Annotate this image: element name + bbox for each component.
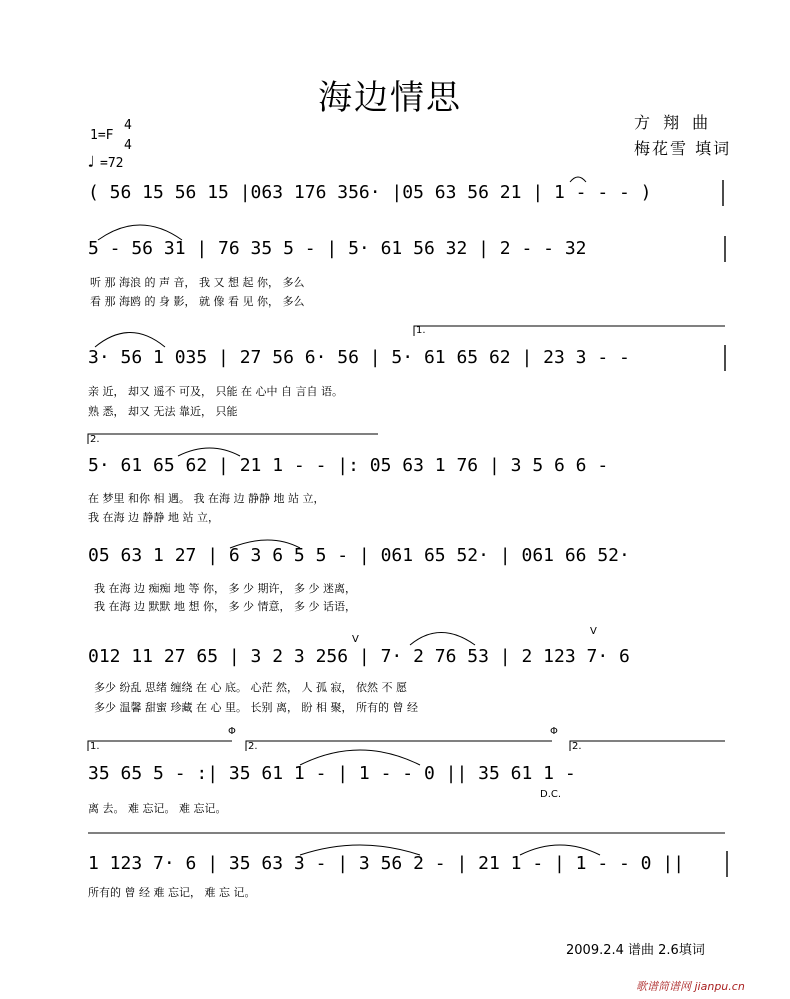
da-capo-mark: D.C.	[540, 789, 562, 800]
score-line-2-lyrics-2: 看 那 海鸥 的 身 影， 就 像 看 见 你， 多么	[90, 295, 305, 308]
coda-sign-icon: Φ	[228, 726, 236, 737]
volta-bracket-1	[414, 326, 725, 336]
tempo-marking: =72	[100, 156, 124, 171]
volta-1-label: 1.	[416, 325, 426, 336]
time-sig-bottom: 4	[124, 138, 132, 153]
slur-line5	[230, 540, 300, 548]
time-sig-top: 4	[124, 118, 132, 133]
score-line-7-notes: 35 65 5 - :| 35 61 1 - | 1 - - 0 || 35 61 1 -	[88, 763, 576, 784]
volta-bracket-4	[246, 741, 552, 751]
slur-line4	[178, 448, 240, 456]
breath-mark-icon: V	[352, 634, 359, 645]
slur-line7	[300, 750, 420, 765]
score-line-2-lyrics-1: 听 那 海浪 的 声 音， 我 又 想 起 你， 多么	[90, 276, 305, 289]
score-line-6-lyrics-2: 多少 温馨 甜蜜 珍藏 在 心 里。 长别 离， 盼 相 聚， 所有的 曾 经	[94, 701, 418, 714]
composer-credit: 方 翔 曲	[634, 113, 713, 132]
score-line-3-notes: 3· 56 1 035 | 27 56 6· 56 | 5· 61 65 62 | 23 3 - -	[88, 347, 630, 368]
date-footer: 2009.2.4 谱曲 2.6填词	[566, 943, 705, 958]
song-title: 海边情思	[318, 78, 462, 118]
slur-line1	[570, 177, 586, 182]
volta-2-label-b: 2.	[248, 741, 258, 752]
score-line-5-notes: 05 63 1 27 | 6 3 6 5 5 - | 061 65 52· | 061 66 52·	[88, 545, 630, 566]
score-line-8-notes: 1 123 7· 6 | 35 63 3 - | 3 56 2 - | 21 1 - | 1 - - 0 ||	[88, 853, 685, 874]
score-line-4-notes: 5· 61 65 62 | 21 1 - - |: 05 63 1 76 | 3 5 6 6 -	[88, 455, 609, 476]
score-line-4-lyrics-1: 在 梦里 和你 相 遇。 我 在海 边 静静 地 站 立，	[88, 492, 325, 505]
volta-bracket-5	[570, 741, 725, 751]
slur-line6	[410, 633, 475, 646]
quarter-note-icon: ♩	[86, 152, 96, 171]
volta-1-label-b: 1.	[90, 741, 100, 752]
slur-line8b	[520, 845, 600, 855]
score-line-5-lyrics-1: 我 在海 边 痴痴 地 等 你， 多 少 期许， 多 少 迷离，	[94, 582, 356, 595]
score-line-2-notes: 5 - 56 31 | 76 35 5 - | 5· 61 56 32 | 2 - - 32	[88, 238, 587, 259]
score-line-4-lyrics-2: 我 在海 边 静静 地 站 立，	[88, 511, 219, 524]
slur-line2	[98, 225, 182, 240]
score-line-5-lyrics-2: 我 在海 边 默默 地 想 你， 多 少 情意， 多 少 话语，	[94, 600, 356, 613]
slur-line3	[95, 333, 165, 348]
key-signature: 1=F	[90, 128, 114, 143]
breath-mark-icon-b: V	[590, 626, 597, 637]
watermark: 歌谱简谱网 jianpu.cn	[636, 980, 745, 993]
slur-line8	[300, 845, 420, 855]
coda-sign-icon-b: Φ	[550, 726, 558, 737]
score-line-6-lyrics-1: 多少 纷乱 思绪 缠绕 在 心 底。 心茫 然， 人 孤 寂， 依然 不 愿	[94, 681, 407, 694]
volta-bracket-3	[88, 741, 232, 751]
score-line-3-lyrics-1: 亲 近， 却又 遥不 可及， 只能 在 心中 自 言自 语。	[88, 385, 343, 398]
score-line-1-notes: ( 56 15 56 15 |063 176 356· |05 63 56 21 | 1 - - - )	[88, 182, 652, 203]
score-line-7-lyrics-1: 离 去。 难 忘记。 难 忘记。	[88, 802, 227, 815]
volta-2-label-c: 2.	[572, 741, 582, 752]
score-line-8-lyrics-1: 所有的 曾 经 难 忘记， 难 忘 记。	[88, 886, 256, 899]
score-line-3-lyrics-2: 熟 悉， 却又 无法 靠近， 只能	[88, 405, 238, 418]
score-line-6-notes: 012 11 27 65 | 3 2 3 256 | 7· 2 76 53 | 2 123 7· 6	[88, 646, 630, 667]
volta-bracket-2	[88, 434, 378, 444]
lyricist-credit: 梅花雪 填词	[634, 139, 732, 158]
volta-2-label: 2.	[90, 434, 100, 445]
